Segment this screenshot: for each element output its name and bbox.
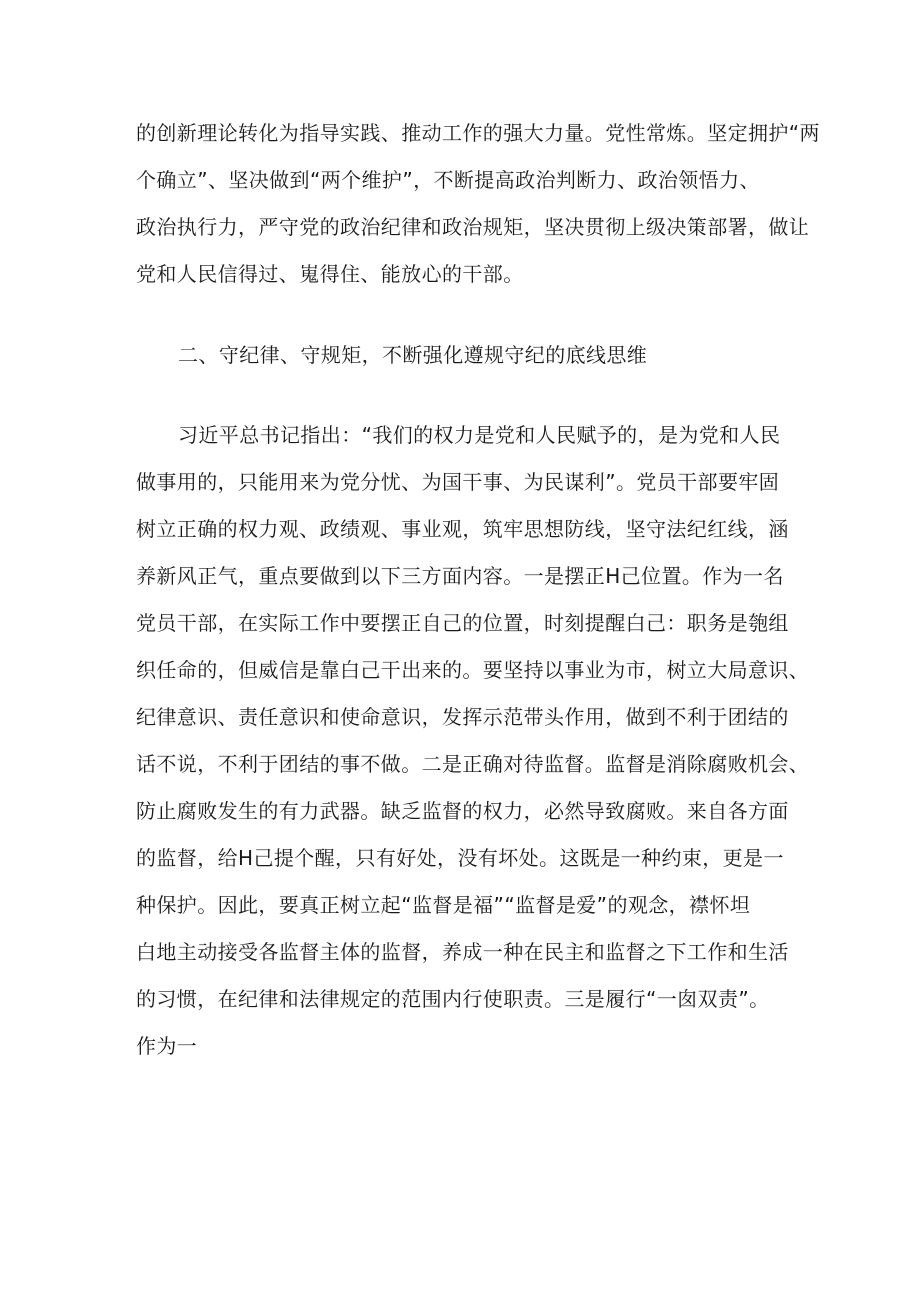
paragraph-2-line-8: 话不说，不利于团结的事不做。二是正确对待监督。监督是消除腐败机会、 <box>136 752 810 776</box>
paragraph-2-line-5: 党员干部，在实际工作中要摆正自己的位置，时刻提醒白己：职务是匏组 <box>136 611 789 635</box>
paragraph-2-line-2: 做事用的，只能用来为党分忧、为国干事、为民谋利”。党员干部要牢固 <box>136 470 780 494</box>
paragraph-2-line-7: 纪律意识、责任意识和使命意识，发挥示范带头作用，做到不利于团结的 <box>136 705 789 729</box>
paragraph-2-line-6: 织任命的，但威信是靠白己干出来的。要坚持以事业为市，树立大局意识、 <box>136 658 810 682</box>
paragraph-2-line-13: 的习惯，在纪律和法律规定的范围内行使职责。三是履行“一囱双责”。 <box>136 987 770 1011</box>
paragraph-2-line-11: 种保护。因此，要真正树立起“监督是福”“监督是爱”的观念，襟怀坦 <box>136 893 751 917</box>
section-heading: 二、守纪律、守规矩，不断强化遵规守纪的底线思维 <box>178 343 648 367</box>
paragraph-2-line-4: 养新风正气，重点要做到以下三方面内容。一是摆正H己位置。作为一名 <box>136 564 784 588</box>
paragraph-1-line-1: 的创新理论转化为指导实践、推动工作的强大力量。党性常炼。坚定拥护“两 <box>136 121 820 145</box>
paragraph-1-line-4: 党和人民信得过、嵬得住、能放心的干部。 <box>136 262 524 286</box>
paragraph-2-line-9: 防止腐败发生的有力武器。缺乏监督的权力，必然导致腐败。来自各方面 <box>136 799 789 823</box>
paragraph-1-line-3: 政治执行力，严守党的政治纪律和政治规矩，坚决贯彻上级决策部署，做让 <box>136 215 810 239</box>
paragraph-2-line-14: 作为一 <box>136 1034 198 1058</box>
paragraph-2-line-12: 白地主动接受各监督主体的监督，养成一种在民主和监督之下工作和生活 <box>136 940 789 964</box>
paragraph-1-line-2: 个确立”、坚决做到“两个维护”，不断提高政治判断力、政治领悟力、 <box>136 168 760 192</box>
paragraph-2-line-10: 的监督，给H己提个醒，只有好处，没有坏处。这既是一种约束，更是一 <box>136 846 784 870</box>
paragraph-2-line-3: 树立正确的权力观、政绩观、事业观，筑牢思想防线，坚守法纪红线，涵 <box>136 517 789 541</box>
paragraph-2-line-1: 习近平总书记指出：“我们的权力是党和人民赋予的，是为党和人民 <box>178 423 781 447</box>
